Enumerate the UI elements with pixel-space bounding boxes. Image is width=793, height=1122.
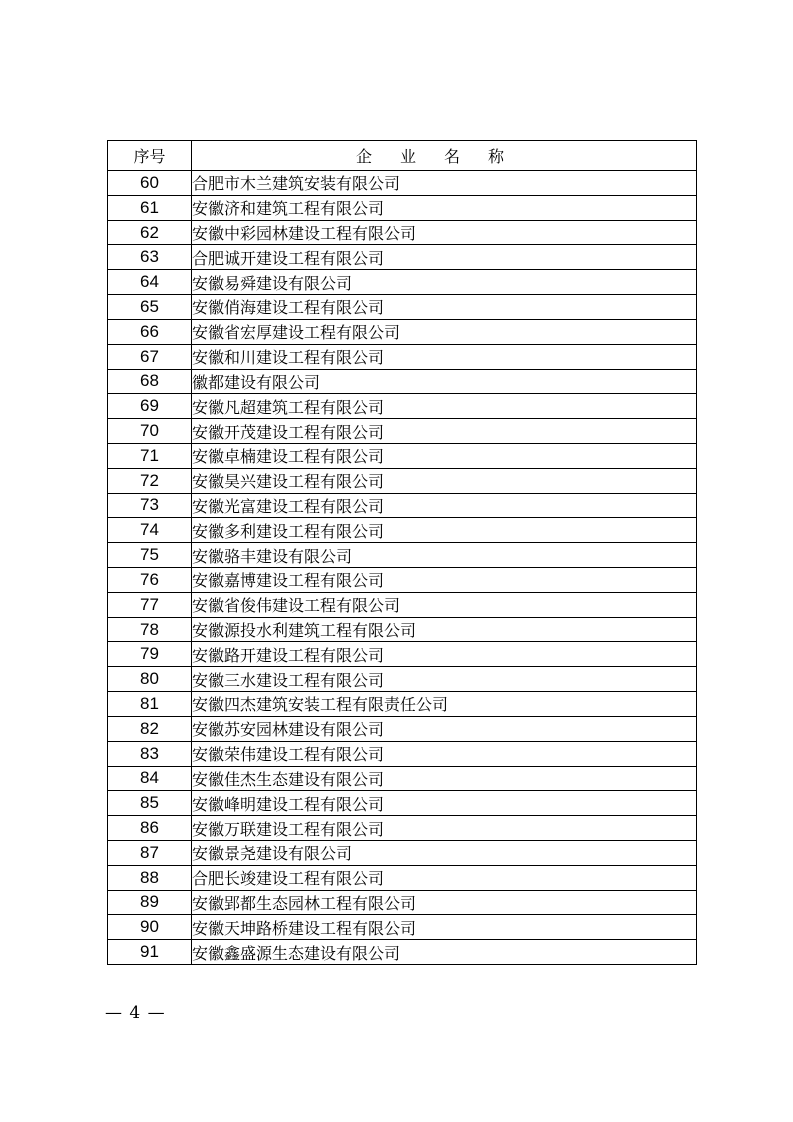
- row-number: 79: [108, 642, 192, 667]
- table-row: [108, 592, 697, 617]
- row-number: 76: [108, 568, 192, 593]
- row-number: 65: [108, 295, 192, 320]
- table-row: [108, 369, 697, 394]
- row-company-name: 安徽峰明建设工程有限公司: [192, 791, 697, 816]
- row-company-name: 安徽骆丰建设有限公司: [192, 543, 697, 568]
- table-body: [108, 171, 697, 965]
- table-row: [108, 493, 697, 518]
- row-number: 89: [108, 890, 192, 915]
- row-number: 90: [108, 915, 192, 940]
- table-row: [108, 766, 697, 791]
- row-company-name: 安徽源投水利建筑工程有限公司: [192, 617, 697, 642]
- row-number: 84: [108, 766, 192, 791]
- row-number: 64: [108, 270, 192, 295]
- row-number: 82: [108, 716, 192, 741]
- row-company-name: 合肥市木兰建筑安装有限公司: [192, 171, 697, 196]
- row-company-name: 安徽开茂建设工程有限公司: [192, 419, 697, 444]
- row-number: 85: [108, 791, 192, 816]
- row-number: 80: [108, 667, 192, 692]
- table-header-row: [108, 141, 697, 171]
- header-number: 序号: [108, 141, 192, 171]
- row-company-name: 安徽省俊伟建设工程有限公司: [192, 592, 697, 617]
- table-row: [108, 171, 697, 196]
- row-company-name: 安徽景尧建设有限公司: [192, 840, 697, 865]
- table-row: [108, 543, 697, 568]
- table-row: [108, 840, 697, 865]
- row-company-name: 安徽荣伟建设工程有限公司: [192, 741, 697, 766]
- row-company-name: 安徽济和建筑工程有限公司: [192, 195, 697, 220]
- row-company-name: 合肥长竣建设工程有限公司: [192, 865, 697, 890]
- row-number: 87: [108, 840, 192, 865]
- row-company-name: 徽都建设有限公司: [192, 369, 697, 394]
- table-row: [108, 518, 697, 543]
- row-company-name: 安徽嘉博建设工程有限公司: [192, 568, 697, 593]
- row-company-name: 安徽和川建设工程有限公司: [192, 344, 697, 369]
- row-number: 63: [108, 245, 192, 270]
- header-company-name: 企业名称: [192, 141, 697, 171]
- row-number: 88: [108, 865, 192, 890]
- table-row: [108, 220, 697, 245]
- row-company-name: 安徽卓楠建设工程有限公司: [192, 443, 697, 468]
- table-row: [108, 245, 697, 270]
- row-number: 60: [108, 171, 192, 196]
- page-number: — 4 —: [105, 1003, 166, 1023]
- row-company-name: 安徽光富建设工程有限公司: [192, 493, 697, 518]
- row-number: 77: [108, 592, 192, 617]
- row-number: 75: [108, 543, 192, 568]
- table-row: [108, 692, 697, 717]
- table-row: [108, 915, 697, 940]
- table-row: [108, 419, 697, 444]
- table-row: [108, 642, 697, 667]
- row-number: 78: [108, 617, 192, 642]
- table-row: [108, 443, 697, 468]
- row-number: 69: [108, 394, 192, 419]
- company-table: [107, 140, 697, 965]
- table-row: [108, 667, 697, 692]
- row-number: 62: [108, 220, 192, 245]
- table-row: [108, 394, 697, 419]
- row-company-name: 安徽四杰建筑安装工程有限责任公司: [192, 692, 697, 717]
- row-company-name: 安徽昊兴建设工程有限公司: [192, 468, 697, 493]
- row-company-name: 安徽苏安园林建设有限公司: [192, 716, 697, 741]
- table-row: [108, 295, 697, 320]
- table-row: [108, 940, 697, 965]
- row-company-name: 合肥诚开建设工程有限公司: [192, 245, 697, 270]
- table-row: [108, 865, 697, 890]
- row-number: 61: [108, 195, 192, 220]
- row-number: 66: [108, 319, 192, 344]
- table-row: [108, 816, 697, 841]
- row-company-name: 安徽多利建设工程有限公司: [192, 518, 697, 543]
- row-company-name: 安徽俏海建设工程有限公司: [192, 295, 697, 320]
- row-number: 74: [108, 518, 192, 543]
- table-row: [108, 716, 697, 741]
- table-row: [108, 568, 697, 593]
- table-row: [108, 741, 697, 766]
- row-company-name: 安徽易舜建设有限公司: [192, 270, 697, 295]
- table-row: [108, 617, 697, 642]
- table-row: [108, 468, 697, 493]
- table-row: [108, 195, 697, 220]
- row-company-name: 安徽凡超建筑工程有限公司: [192, 394, 697, 419]
- row-company-name: 安徽中彩园林建设工程有限公司: [192, 220, 697, 245]
- row-number: 71: [108, 443, 192, 468]
- table-row: [108, 890, 697, 915]
- row-company-name: 安徽万联建设工程有限公司: [192, 816, 697, 841]
- row-number: 86: [108, 816, 192, 841]
- row-company-name: 安徽天坤路桥建设工程有限公司: [192, 915, 697, 940]
- row-company-name: 安徽三水建设工程有限公司: [192, 667, 697, 692]
- table-row: [108, 791, 697, 816]
- row-number: 68: [108, 369, 192, 394]
- row-company-name: 安徽郢都生态园林工程有限公司: [192, 890, 697, 915]
- row-number: 81: [108, 692, 192, 717]
- table-row: [108, 319, 697, 344]
- row-number: 73: [108, 493, 192, 518]
- row-company-name: 安徽路开建设工程有限公司: [192, 642, 697, 667]
- table-row: [108, 344, 697, 369]
- row-company-name: 安徽省宏厚建设工程有限公司: [192, 319, 697, 344]
- row-number: 70: [108, 419, 192, 444]
- row-number: 83: [108, 741, 192, 766]
- table-row: [108, 270, 697, 295]
- row-number: 91: [108, 940, 192, 965]
- row-company-name: 安徽鑫盛源生态建设有限公司: [192, 940, 697, 965]
- row-company-name: 安徽佳杰生态建设有限公司: [192, 766, 697, 791]
- row-number: 67: [108, 344, 192, 369]
- row-number: 72: [108, 468, 192, 493]
